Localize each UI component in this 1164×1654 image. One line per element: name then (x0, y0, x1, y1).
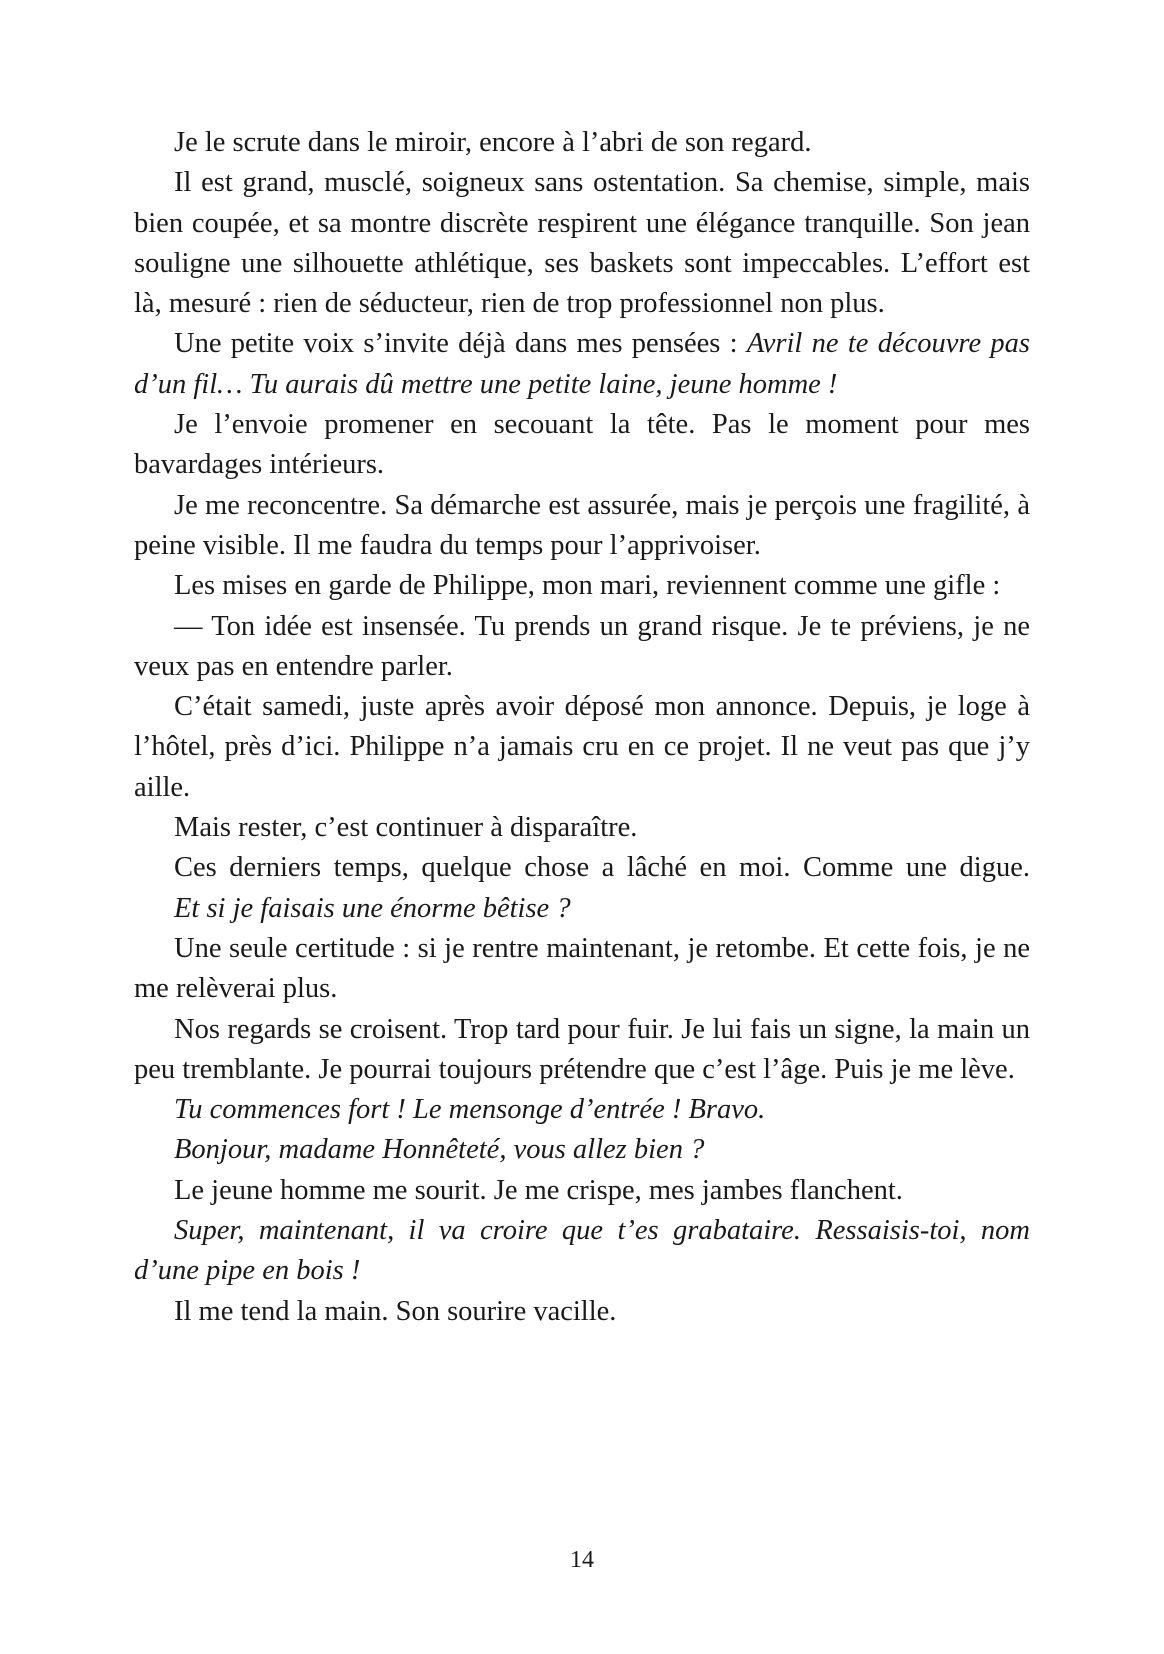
page-number: 14 (570, 1547, 594, 1573)
paragraph (134, 1010, 1030, 1091)
text-run: Je l’envoie promener en secouant la tête. Pas le moment pour mes bavardages intérieurs. (134, 409, 1030, 481)
text-run: Je le scrute dans le miroir, encore à l’abri de son regard. (174, 127, 812, 158)
italic-text: Bonjour, madame Honnêteté, vous allez bien ? (174, 1134, 705, 1166)
paragraph (134, 848, 1030, 888)
text-run: Il me tend la main. Son sourire vacille. (174, 1295, 617, 1327)
italic-text: Super, maintenant, il va croire que t’es grabataire. Ressaisis-toi, nom d’une pipe en bois ! (134, 1215, 1030, 1287)
text-run: Une seule certitude : si je rentre maintenant, je retombe. Et cette fois, je ne me relèverai plus. (134, 932, 1030, 1005)
paragraph (134, 486, 1030, 567)
paragraph (134, 929, 1030, 1010)
text-run: C’était samedi, juste après avoir déposé mon annonce. Depuis, je loge à l’hôtel, près d’ici. Philippe n’a jamais cru en ce projet. Il ne veut pas que j’y aille. (134, 691, 1030, 803)
paragraph (134, 1171, 1030, 1211)
paragraph (134, 405, 1030, 486)
italic-text: Avril ne te découvre pas d’un fil… Tu aurais dû mettre une petite laine, jeune homme ! (134, 328, 1031, 400)
italic-text: Tu commences fort ! Le mensonge d’entrée ! Bravo. (174, 1094, 766, 1126)
text-run: Les mises en garde de Philippe, mon mari, reviennent comme une gifle : (174, 570, 1001, 602)
paragraph (134, 889, 1030, 929)
text-run: Mais rester, c’est continuer à disparaître. (174, 812, 638, 844)
text-run: — Ton idée est insensée. Tu prends un grand risque. Je te préviens, je ne veux pas en entendre parler. (134, 610, 1030, 682)
body-text (134, 123, 1030, 1332)
text-run: Une petite voix s’invite déjà dans mes pensées : (174, 328, 747, 360)
paragraph (134, 687, 1030, 808)
text-run: Nos regards se croisent. Trop tard pour fuir. Je lui fais un signe, la main un peu tremblante. Je pourrai toujours prétendre que c’est l’âge. Puis je me lève. (134, 1013, 1030, 1085)
text-run: Il est grand, musclé, soigneux sans ostentation. Sa chemise, simple, mais bien coupée, et sa montre discrète respirent une élégance tranquille. Son jean souligne une silhouette athlétique, ses baskets sont impeccables. L’effort est là, mesuré : rien de séducteur, rien de trop professionnel non plus. (134, 167, 1030, 320)
paragraph (134, 607, 1030, 688)
text-run: Je me reconcentre. Sa démarche est assurée, mais je perçois une fragilité, à peine visible. Il me faudra du temps pour l’apprivoiser. (134, 489, 1030, 561)
paragraph (134, 163, 1030, 324)
paragraph (134, 324, 1030, 405)
paragraph (134, 1211, 1030, 1292)
paragraph (134, 1130, 1030, 1170)
paragraph (134, 1090, 1030, 1130)
text-run: Le jeune homme me sourit. Je me crispe, mes jambes flanchent. (174, 1174, 903, 1206)
text-run: Ces derniers temps, quelque chose a lâché en moi. Comme une digue. (174, 852, 1030, 884)
italic-text: Et si je faisais une énorme bêtise ? (174, 892, 571, 924)
paragraph (134, 1292, 1030, 1332)
paragraph (134, 123, 1030, 163)
paragraph (134, 808, 1030, 848)
paragraph (134, 566, 1030, 606)
